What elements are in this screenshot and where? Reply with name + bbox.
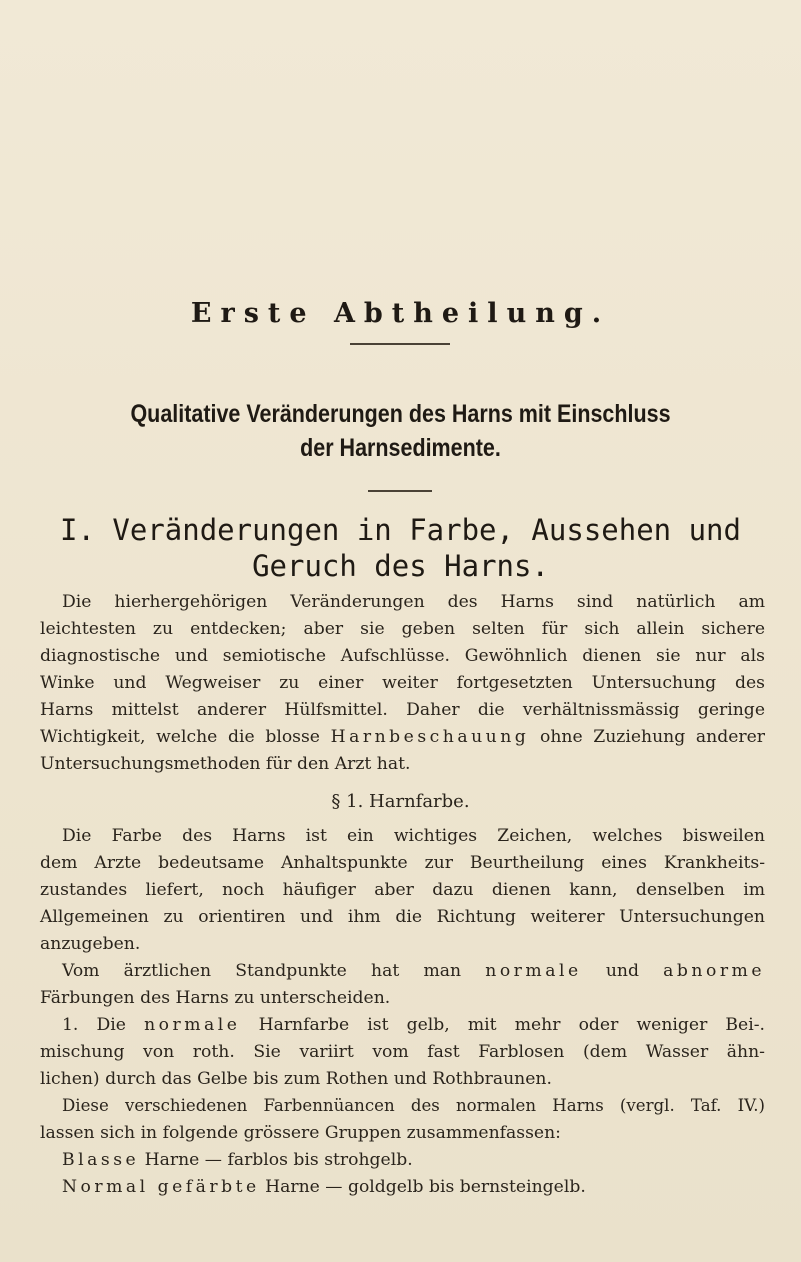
text-run: Wichtigkeit, welche die blosse xyxy=(40,727,331,747)
part-title: Erste Abtheilung. xyxy=(190,298,611,329)
emphasis-text: normale xyxy=(144,1015,241,1035)
text-line: Färbungen des Harns zu unterscheiden. xyxy=(40,988,391,1008)
text-line xyxy=(40,1015,765,1035)
text-line xyxy=(40,1177,765,1197)
text-line: Allgemeinen zu orientiren und ihm die Richtung weiterer Untersuchungen xyxy=(40,907,765,927)
chapter-title-line-2: Geruch des Harns. xyxy=(252,549,549,583)
emphasis-text: abnorme xyxy=(663,961,766,981)
chapter-title-line-1: I. Veränderungen in Farbe, Aussehen und xyxy=(60,513,741,547)
text-run: Vom ärztlichen Standpunkte hat man xyxy=(62,961,486,981)
text-line: anzugeben. xyxy=(40,934,141,954)
emphasis-text: Blasse xyxy=(62,1150,140,1170)
text-line: diagnostische und semiotische Aufschlüsse. Gewöhnlich dienen sie nur als xyxy=(40,646,765,666)
text-run: und xyxy=(581,961,664,981)
text-line: zustandes liefert, noch häufiger aber dazu dienen kann, denselben im xyxy=(40,880,765,900)
main-title-line-1: Qualitative Veränderungen des Harns mit Einschluss xyxy=(130,400,671,428)
emphasis-text: Harnbeschauung xyxy=(330,727,530,747)
divider-rule xyxy=(350,343,450,345)
text-line: lassen sich in folgende grössere Gruppen zusammenfassen: xyxy=(40,1123,561,1143)
text-line xyxy=(40,961,765,981)
text-line xyxy=(40,727,765,747)
text-line: Untersuchungsmethoden für den Arzt hat. xyxy=(40,754,411,774)
text-line: mischung von roth. Sie variirt vom fast Farblosen (dem Wasser ähn- xyxy=(40,1042,765,1062)
emphasis-text: normale xyxy=(485,961,582,981)
text-run: Harnfarbe ist gelb, mit mehr oder weniger Bei-. xyxy=(240,1015,765,1035)
text-line: dem Arzte bedeutsame Anhaltspunkte zur Beurtheilung eines Krankheits- xyxy=(40,853,765,873)
text-run: Harne — farblos bis strohgelb. xyxy=(139,1150,413,1170)
text-line: leichtesten zu entdecken; aber sie geben selten für sich allein sichere xyxy=(40,619,765,639)
text-line: Die hierhergehörigen Veränderungen des Harns sind natürlich am xyxy=(62,592,765,612)
text-line: Die Farbe des Harns ist ein wichtiges Zeichen, welches bisweilen xyxy=(62,826,765,846)
section-heading: § 1. Harnfarbe. xyxy=(331,791,470,812)
text-line: Winke und Wegweiser zu einer weiter fortgesetzten Untersuchung des xyxy=(40,673,765,693)
text-run: Harne — goldgelb bis bernsteingelb. xyxy=(259,1177,586,1197)
text-line: Harns mittelst anderer Hülfsmittel. Daher die verhältnissmässig geringe xyxy=(40,700,765,720)
text-run: ohne Zuziehung anderer xyxy=(529,727,765,747)
text-run: 1. Die xyxy=(62,1015,145,1035)
main-title-line-2: der Harnsedimente. xyxy=(300,434,501,462)
text-line: lichen) durch das Gelbe bis zum Rothen und Rothbraunen. xyxy=(40,1069,552,1089)
emphasis-text: Normal gefärbte xyxy=(62,1177,260,1197)
text-line xyxy=(40,1150,765,1170)
text-line: Diese verschiedenen Farbennüancen des normalen Harns (vergl. Taf. IV.) xyxy=(62,1096,765,1115)
divider-rule xyxy=(368,490,432,492)
